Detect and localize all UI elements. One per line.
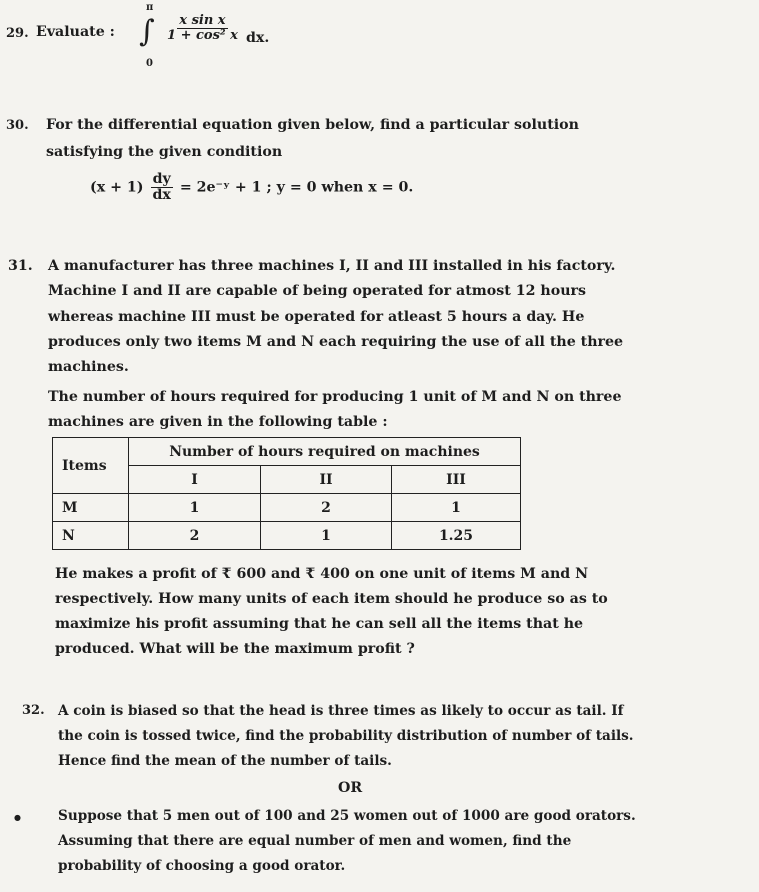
q30-eq-den: dx	[152, 186, 171, 203]
q30-eq-num: dy	[152, 171, 171, 187]
machine-header-i: I	[129, 466, 261, 494]
q32-number: 32.	[22, 703, 45, 718]
q29-prefix: Evaluate :	[36, 24, 115, 40]
or-label: OR	[338, 780, 363, 796]
machine-hours-table	[52, 437, 521, 550]
q29-integrand	[163, 14, 242, 42]
items-header: Items	[53, 438, 129, 494]
q31-line-2: Machine I and II are capable of being operated for atmost 12 hours	[48, 283, 586, 299]
q31-line-7: machines are given in the following table :	[48, 414, 388, 430]
q29-upper-limit: π	[146, 2, 154, 13]
machine-header-iii: III	[392, 466, 521, 494]
table-row	[53, 494, 521, 522]
cell-n-i: 2	[129, 522, 261, 550]
q30-line-1: For the differential equation given below, find a particular solution	[46, 117, 579, 133]
q31-line-9: respectively. How many units of each item should he produce so as to	[55, 591, 608, 607]
q29-number: 29.	[6, 26, 29, 41]
q31-line-8: He makes a profit of ₹ 600 and ₹ 400 on one unit of items M and N	[55, 566, 589, 582]
q30-equation	[90, 172, 413, 203]
q32-line-3: Hence find the mean of the number of tails.	[58, 753, 392, 769]
cell-m-iii: 1	[392, 494, 521, 522]
q32-alt-line-3: probability of choosing a good orator.	[58, 858, 346, 874]
machines-group-header: Number of hours required on machines	[129, 438, 521, 466]
q31-line-4: produces only two items M and N each requiring the use of all the three	[48, 334, 624, 350]
table-row	[53, 522, 521, 550]
integral-sign: ∫	[139, 14, 155, 49]
q32-alt-line-1: Suppose that 5 men out of 100 and 25 women out of 1000 are good orators.	[58, 808, 636, 824]
item-m: M	[53, 494, 129, 522]
q31-line-1: A manufacturer has three machines I, II and III installed in his factory.	[48, 258, 616, 274]
cell-n-ii: 1	[261, 522, 392, 550]
q31-line-11: produced. What will be the maximum profit ?	[55, 641, 415, 657]
cell-n-iii: 1.25	[392, 522, 521, 550]
q30-eq-left: (x + 1)	[90, 179, 144, 196]
machine-header-ii: II	[261, 466, 392, 494]
q29-differential: dx.	[246, 30, 270, 46]
q31-number: 31.	[8, 258, 33, 274]
q30-number: 30.	[6, 118, 29, 133]
cell-m-ii: 2	[261, 494, 392, 522]
item-n: N	[53, 522, 129, 550]
q29-lower-limit: 0	[146, 58, 153, 69]
q29-numerator: x sin x	[179, 13, 226, 28]
bullet-dot-icon: ●	[14, 813, 21, 822]
q31-line-6: The number of hours required for producing 1 unit of M and N on three	[48, 389, 622, 405]
q32-line-2: the coin is tossed twice, find the probability distribution of number of tails.	[58, 728, 634, 744]
q30-line-2: satisfying the given condition	[46, 144, 283, 160]
cell-m-i: 1	[129, 494, 261, 522]
q31-line-10: maximize his profit assuming that he can sell all the items that he	[55, 616, 584, 632]
q31-line-3: whereas machine III must be operated for atleast 5 hours a day. He	[48, 309, 585, 325]
q31-line-5: machines.	[48, 359, 129, 375]
q32-alt-line-2: Assuming that there are equal number of men and women, find the	[58, 833, 572, 849]
q29-denominator: 1 + cos² x	[167, 27, 238, 43]
q30-eq-right: = 2e⁻ʸ + 1 ; y = 0 when x = 0.	[179, 179, 414, 196]
q32-line-1: A coin is biased so that the head is three times as likely to occur as tail. If	[58, 703, 624, 719]
